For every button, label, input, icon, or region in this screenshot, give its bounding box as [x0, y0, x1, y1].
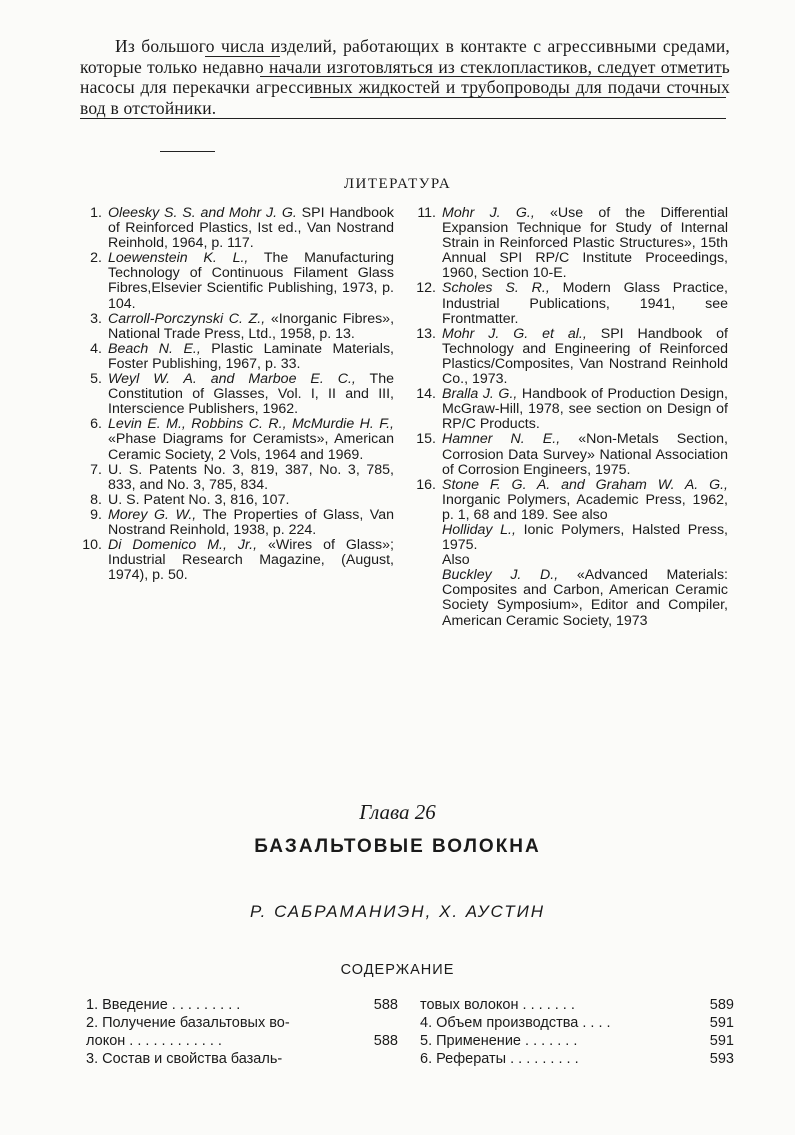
reference-text: Di Domenico M., Jr., «Wires of Glass»; Industrial Research Magazine, (August, 1974), p. 50. [108, 537, 394, 584]
reference-item [414, 568, 728, 628]
toc-entry [420, 1014, 734, 1032]
reference-number: 10. [82, 537, 102, 554]
toc-entry [86, 1050, 398, 1068]
toc-entry-title: 5. Применение . . . . . . . [420, 1033, 578, 1049]
pen-underline [160, 151, 215, 152]
reference-author: Di Domenico M., Jr., [108, 537, 258, 554]
reference-item [80, 538, 394, 583]
pen-underline [205, 56, 280, 57]
reference-author: Levin E. M., Robbins C. R., McMurdie H. F., [108, 416, 394, 433]
pen-underline [310, 97, 726, 98]
toc-entry-page: 591 [709, 1015, 734, 1031]
reference-number: 12. [416, 280, 436, 297]
reference-item [80, 251, 394, 311]
intro-paragraph: Из большого числа изделий, работающих в контакте с агрессивными средами, которые только недавно начали изготовляться из стеклопластиков, следует отметить насосы для перекачки агрессивных жидкостей и трубопроводы для подачи сточных вод в отстойники. [80, 36, 730, 118]
reference-number: 1. [90, 205, 102, 221]
pen-underline [260, 76, 722, 77]
reference-item [80, 342, 394, 372]
reference-author: Oleesky S. S. and Mohr J. G. [108, 205, 297, 221]
toc-entry-page: 589 [709, 997, 734, 1013]
reference-number: 11. [417, 205, 436, 221]
reference-author: Mohr J. G., [442, 205, 535, 221]
reference-number: 2. [90, 250, 102, 267]
reference-number: 13. [416, 325, 436, 342]
reference-text: Levin E. M., Robbins C. R., McMurdie H. F., «Phase Diagrams for Ceramists», American Ceramic Society, 2 Vols, 1964 and 1969. [108, 416, 394, 463]
reference-author: Hamner N. E., [442, 431, 561, 448]
reference-text: Morey G. W., The Properties of Glass, Van Nostrand Reinhold, 1938, p. 224. [108, 506, 394, 538]
reference-item [80, 312, 394, 342]
toc-left-column [86, 996, 398, 1068]
reference-text: Weyl W. A. and Marboe E. C., The Constitution of Glasses, Vol. I, II and III, Interscience Publishers, 1962. [108, 371, 394, 418]
toc-entry [86, 1014, 398, 1032]
toc-entry-title: товых волокон . . . . . . . [420, 997, 575, 1013]
toc-entry-page: 588 [373, 1033, 398, 1049]
chapter-authors: Р. САБРАМАНИЭН, Х. АУСТИН [249, 902, 546, 921]
toc-entry [420, 1032, 734, 1050]
toc-entry-page [358, 1050, 398, 1068]
toc-right-column [420, 996, 734, 1068]
reference-number [414, 523, 442, 553]
reference-author: Scholes S. R., [442, 280, 550, 297]
toc-entry [86, 996, 398, 1014]
reference-item [414, 523, 728, 553]
reference-text: Holliday L., Ionic Polymers, Halsted Press, 1975. [442, 521, 728, 554]
reference-author: Morey G. W., [108, 506, 197, 523]
toc-entry-page: 593 [709, 1051, 734, 1067]
reference-author: Stone F. G. A. and Graham W. A. G., [442, 476, 728, 493]
reference-text: Buckley J. D., «Advanced Materials: Composites and Carbon, American Ceramic Society Symposium», Editor and Compiler, American Ceramic Society, 1973 [442, 567, 728, 629]
toc-entry [86, 1032, 398, 1050]
reference-number: 4. [90, 340, 102, 357]
reference-text: Beach N. E., Plastic Laminate Materials, Foster Publishing, 1967, p. 33. [108, 340, 394, 372]
reference-number: 6. [90, 416, 102, 433]
reference-item [414, 206, 728, 281]
reference-number: 15. [416, 431, 436, 448]
toc-entry-title: 3. Состав и свойства базаль- [86, 1051, 283, 1067]
reference-text: Scholes S. R., Modern Glass Practice, Industrial Publications, 1941, see Frontmatter. [442, 280, 728, 327]
toc-entry-title: локон . . . . . . . . . . . . [86, 1033, 222, 1049]
reference-number: 16. [416, 476, 436, 493]
pen-underline [80, 118, 726, 119]
references-right-column [414, 206, 728, 629]
reference-item [80, 206, 394, 251]
chapter-label: Глава 26 [359, 800, 436, 824]
toc-entry-page [358, 1014, 398, 1032]
reference-item [80, 508, 394, 538]
toc-entry-page: 588 [373, 997, 398, 1013]
reference-author: Loewenstein K. L., [108, 250, 249, 267]
toc-entry [420, 1050, 734, 1068]
reference-author: Buckley J. D., [442, 567, 559, 584]
reference-text: Carroll-Porczynski C. Z., «Inorganic Fibres», National Trade Press, Ltd., 1958, p. 13. [108, 310, 395, 342]
reference-item [414, 387, 728, 432]
reference-item [80, 372, 394, 417]
reference-text: Oleesky S. S. and Mohr J. G. SPI Handbook of Reinforced Plastics, Ist ed., Van Nostrand Reinhold, 1964, p. 117. [108, 205, 395, 252]
reference-text: U. S. Patent No. 3, 816, 107. [108, 491, 290, 508]
reference-number [414, 568, 442, 628]
reference-author: Carroll-Porczynski C. Z., [108, 310, 266, 327]
toc-entry-title: 4. Объем производства . . . . [420, 1015, 611, 1031]
reference-author: Bralla J. G., [442, 386, 518, 403]
reference-text: Hamner N. E., «Non-Metals Section, Corrosion Data Survey» National Association of Corrosion Engineers, 1975. [442, 431, 728, 478]
reference-number: 9. [90, 506, 102, 523]
reference-number: 14. [416, 386, 436, 403]
reference-author: Mohr J. G. et al., [442, 325, 587, 342]
toc-entry-title: 2. Получение базальтовых во- [86, 1015, 290, 1031]
reference-number [414, 553, 442, 568]
reference-number: 3. [90, 310, 102, 327]
reference-number: 5. [90, 371, 102, 388]
reference-item [414, 281, 728, 326]
reference-number: 8. [90, 491, 102, 508]
toc-entry [420, 996, 734, 1014]
reference-item [80, 463, 394, 493]
reference-item [80, 417, 394, 462]
reference-text: Mohr J. G. et al., SPI Handbook of Technology and Engineering of Reinforced Plastics/Composites, Van Nostrand Reinhold Co., 1973. [442, 325, 728, 388]
reference-item [414, 478, 728, 523]
reference-text: Also [442, 552, 470, 569]
references-left-column [80, 206, 394, 583]
reference-item [80, 493, 394, 508]
reference-text: Loewenstein K. L., The Manufacturing Technology of Continuous Filament Glass Fibres,Elsevier Scientific Publishing, 1973, p. 104. [108, 250, 394, 312]
reference-number: 7. [90, 461, 102, 478]
reference-text: Bralla J. G., Handbook of Production Design, McGraw-Hill, 1978, see section on Design of RP/C Products. [442, 386, 728, 433]
toc-entry-title: 6. Рефераты . . . . . . . . . [420, 1051, 579, 1067]
contents-heading: СОДЕРЖАНИЕ [340, 962, 455, 978]
reference-text: Stone F. G. A. and Graham W. A. G., Inorganic Polymers, Academic Press, 1962, p. 1, 68 and 189. See also [442, 476, 728, 523]
reference-author: Weyl W. A. and Marboe E. C., [108, 371, 356, 388]
reference-text: Mohr J. G., «Use of the Differential Expansion Technique for Study of Internal Strain in Reinforced Plastic Structures», 15th Annual SPI RP/C Institute Proceedings, 1960, Section 10-E. [442, 205, 728, 282]
reference-text: U. S. Patents No. 3, 819, 387, No. 3, 785, 833, and No. 3, 785, 834. [108, 461, 394, 493]
reference-item [414, 327, 728, 387]
reference-author: Beach N. E., [108, 340, 201, 357]
chapter-title: БАЗАЛЬТОВЫЕ ВОЛОКНА [254, 836, 541, 857]
reference-item [414, 553, 728, 568]
reference-item [414, 432, 728, 477]
reference-author: Holliday L., [442, 521, 516, 538]
literature-heading: ЛИТЕРАТУРА [343, 176, 452, 192]
toc-entry-title: 1. Введение . . . . . . . . . [86, 997, 241, 1013]
toc-entry-page: 591 [709, 1033, 734, 1049]
